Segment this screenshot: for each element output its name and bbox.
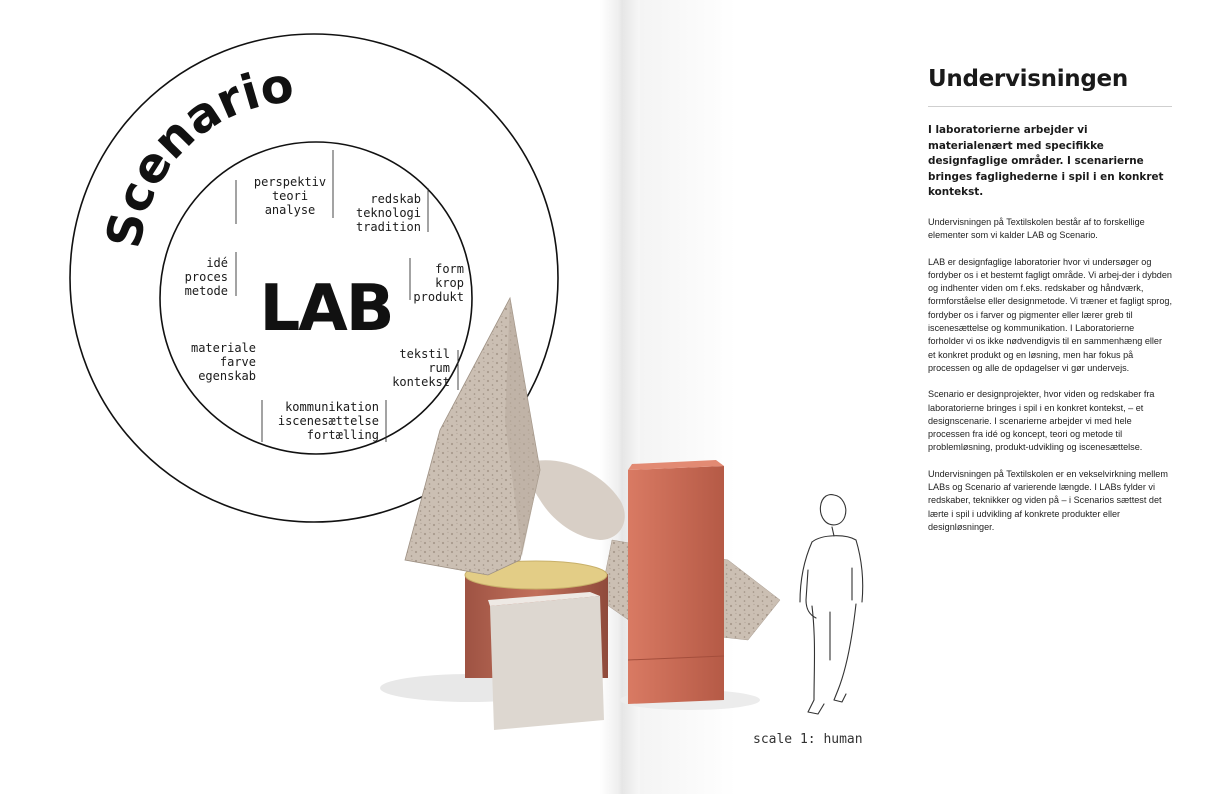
article-paragraph: Undervisningen på Textilskolen består af to forskellige elementer som vi kalder LAB og Scenario. bbox=[928, 216, 1145, 241]
segment-line: krop bbox=[435, 276, 464, 290]
segment-line: analyse bbox=[264, 203, 316, 217]
segment-kommunikation bbox=[278, 400, 379, 442]
segment-line: tekstil bbox=[399, 347, 450, 361]
segment-line: egenskab bbox=[198, 369, 256, 383]
scenario-label: Scenario bbox=[95, 57, 297, 253]
segment-line: kontekst bbox=[392, 375, 450, 389]
segment-line: teknologi bbox=[355, 206, 421, 220]
segment-line: perspektiv bbox=[253, 175, 327, 189]
segment-line: kommunikation bbox=[285, 400, 379, 414]
segment-line: redskab bbox=[370, 192, 421, 206]
segment-line: form bbox=[435, 262, 464, 276]
article-body bbox=[928, 216, 1172, 534]
segment-form bbox=[413, 262, 464, 304]
segment-ide bbox=[185, 256, 228, 298]
segment-redskab bbox=[356, 192, 421, 234]
segment-line: idé bbox=[206, 256, 228, 270]
segment-line: teori bbox=[271, 189, 309, 203]
segment-line: tradition bbox=[355, 220, 421, 234]
segment-line: metode bbox=[184, 284, 228, 298]
segment-line: rum bbox=[428, 361, 450, 375]
segment-line: proces bbox=[184, 270, 228, 284]
segment-perspektiv bbox=[254, 175, 326, 217]
segment-materiale bbox=[191, 341, 256, 383]
human-figure-drawing bbox=[800, 495, 863, 714]
article-paragraph: Scenario er designprojekter, hvor viden og redskaber fra laboratorierne bringes i spil i en konkret kontekst, – et designscenarie. I scenarierne arbejder vi med hele processen fra idé og koncept, teori og metode til problemløsning, produkt-udvikling og iscenesættelse. bbox=[928, 389, 1155, 453]
article-column bbox=[928, 66, 1172, 547]
stone-objects-photo bbox=[405, 298, 780, 730]
segment-tekstil bbox=[392, 347, 450, 389]
segment-line: fortælling bbox=[306, 428, 379, 442]
article-paragraph: Undervisningen på Textilskolen er en vekselvirkning mellem LABs og Scenario af varierende længde. I LABs fylder vi redskaber, teknikker og viden på – i Scenarios sættest det lærte i spil i udvikling af konkrete produkter eller designløsninger. bbox=[928, 468, 1168, 532]
segment-line: farve bbox=[219, 355, 256, 369]
scale-caption: scale 1: human bbox=[753, 732, 863, 747]
article-lead: I laboratorierne arbejder vi materialenært med specifikke designfaglige områder. I scenarierne bringes faglighederne i spil i en konkret kontekst. bbox=[928, 124, 1164, 199]
article-title: Undervisningen bbox=[928, 66, 1172, 107]
segment-line: materiale bbox=[190, 341, 256, 355]
article-paragraph: LAB er designfaglige laboratorier hvor vi undersøger og fordyber os i et bestemt fagligt område. Vi arbej-der i dybden og indhenter viden om f.eks. redskaber og håndværk, formforståelse eller designmetode. Vi træner et fagligt sprog, fordyber os i farver og pigmenter eller lærer greb til iscenesættelse og kommunikation. I Laboratorierne forholder vi os ikke nødvendigvis til en sammenhæng eller et konkret produkt og en løsning, men har fokus på processen og alle de opdagelser vi gør undervejs. bbox=[928, 256, 1172, 373]
segment-line: produkt bbox=[413, 290, 464, 304]
lab-label: LAB bbox=[259, 272, 393, 346]
segment-line: iscenesættelse bbox=[277, 414, 379, 428]
